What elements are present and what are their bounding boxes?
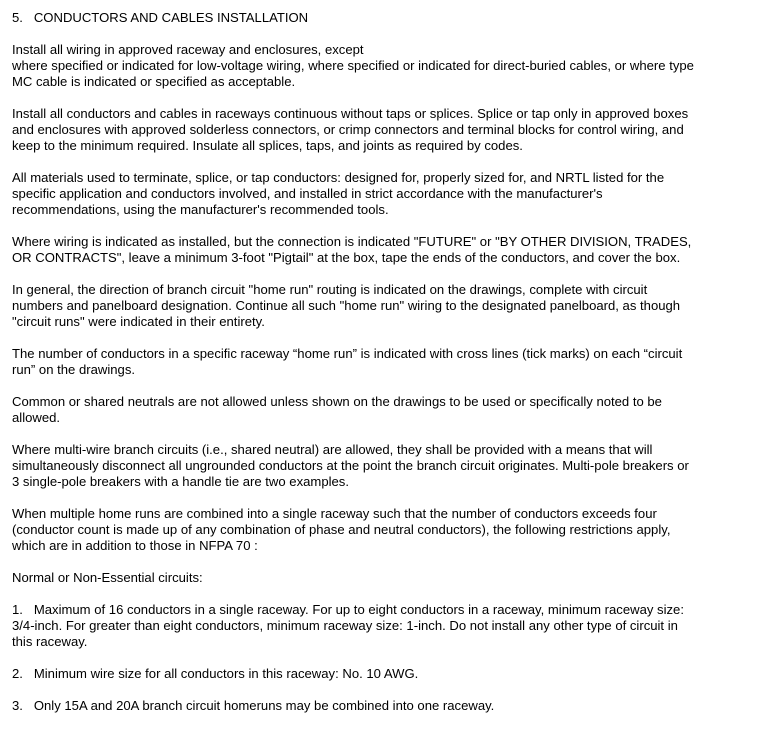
list-item bbox=[12, 666, 752, 682]
paragraph-home-run-routing bbox=[12, 282, 752, 330]
list-item-number: 1. bbox=[12, 602, 23, 617]
paragraph-splices-taps bbox=[12, 106, 752, 154]
text-line: numbers and panelboard designation. Continue all such "home run" wiring to the designated panelboard, as though bbox=[12, 298, 681, 313]
text-line: simultaneously disconnect all ungrounded conductors at the point the branch circuit originates. Multi-pole breakers or bbox=[12, 458, 689, 473]
paragraph-tick-marks bbox=[12, 346, 752, 378]
paragraph-wiring-raceway bbox=[12, 42, 752, 90]
text-line: keep to the minimum required. Insulate all splices, taps, and joints as required by codes. bbox=[12, 138, 523, 153]
section-number: 5. bbox=[12, 10, 23, 25]
text-line: All materials used to terminate, splice, or tap conductors: designed for, properly sized for, and NRTL listed for the bbox=[12, 170, 665, 185]
document-page bbox=[12, 10, 752, 730]
text-line: Common or shared neutrals are not allowed unless shown on the drawings to be used or specifically noted to be bbox=[12, 394, 662, 409]
text-line: allowed. bbox=[12, 410, 61, 425]
text-line: The number of conductors in a specific raceway “home run” is indicated with cross lines (tick marks) on each “circuit bbox=[12, 346, 683, 361]
paragraph-multi-wire-circuits bbox=[12, 442, 752, 490]
list-item-number: 3. bbox=[12, 698, 23, 713]
text-line: this raceway. bbox=[12, 634, 88, 649]
section-heading bbox=[12, 10, 752, 26]
text-line: run” on the drawings. bbox=[12, 362, 136, 377]
paragraph-normal-circuits-label bbox=[12, 570, 752, 586]
text-line: 3/4-inch. For greater than eight conductors, minimum raceway size: 1-inch. Do not install any other type of circuit in bbox=[12, 618, 678, 633]
paragraph-future-pigtail bbox=[12, 234, 752, 266]
paragraph-shared-neutrals bbox=[12, 394, 752, 426]
text-line: "circuit runs" were indicated in their entirety. bbox=[12, 314, 265, 329]
text-line: specific application and conductors involved, and installed in strict accordance with the manufacturer's bbox=[12, 186, 603, 201]
list-item bbox=[12, 698, 752, 714]
text-line: MC cable is indicated or specified as acceptable. bbox=[12, 74, 296, 89]
text-line: Where wiring is indicated as installed, but the connection is indicated "FUTURE" or "BY OTHER DIVISION, TRADES, bbox=[12, 234, 692, 249]
section-title: CONDUCTORS AND CABLES INSTALLATION bbox=[33, 10, 309, 25]
list-item-text: Only 15A and 20A branch circuit homeruns may be combined into one raceway. bbox=[33, 698, 495, 713]
text-line: When multiple home runs are combined into a single raceway such that the number of conductors exceeds four bbox=[12, 506, 657, 521]
text-line: where specified or indicated for low-voltage wiring, where specified or indicated for direct-buried cables, or where type bbox=[12, 58, 694, 73]
text-line: and enclosures with approved solderless connectors, or crimp connectors and terminal blocks for control wiring, and bbox=[12, 122, 684, 137]
text-line bbox=[12, 666, 752, 682]
list-item-text: Maximum of 16 conductors in a single raceway. For up to eight conductors in a raceway, minimum raceway size: bbox=[33, 602, 684, 617]
text-line: In general, the direction of branch circuit "home run" routing is indicated on the drawings, complete with circuit bbox=[12, 282, 648, 297]
text-line: recommendations, using the manufacturer's recommended tools. bbox=[12, 202, 389, 217]
list-item-number: 2. bbox=[12, 666, 23, 681]
text-line: Normal or Non-Essential circuits: bbox=[12, 570, 203, 585]
text-line: 3 single-pole breakers with a handle tie are two examples. bbox=[12, 474, 349, 489]
text-line bbox=[12, 698, 752, 714]
text-line: (conductor count is made up of any combination of phase and neutral conductors), the following restrictions apply, bbox=[12, 522, 671, 537]
text-line: OR CONTRACTS", leave a minimum 3-foot "Pigtail" at the box, tape the ends of the conductors, and cover the box. bbox=[12, 250, 681, 265]
text-line: Install all conductors and cables in raceways continuous without taps or splices. Splice or tap only in approved boxes bbox=[12, 106, 689, 121]
text-line: Install all wiring in approved raceway and enclosures, except bbox=[12, 42, 364, 57]
text-line bbox=[12, 602, 752, 618]
list-item-text: Minimum wire size for all conductors in this raceway: No. 10 AWG. bbox=[33, 666, 419, 681]
text-line: Where multi-wire branch circuits (i.e., shared neutral) are allowed, they shall be provided with a means that will bbox=[12, 442, 653, 457]
paragraph-termination-materials bbox=[12, 170, 752, 218]
text-line: which are in addition to those in NFPA 70 : bbox=[12, 538, 258, 553]
list-item bbox=[12, 602, 752, 650]
paragraph-combined-home-runs bbox=[12, 506, 752, 554]
